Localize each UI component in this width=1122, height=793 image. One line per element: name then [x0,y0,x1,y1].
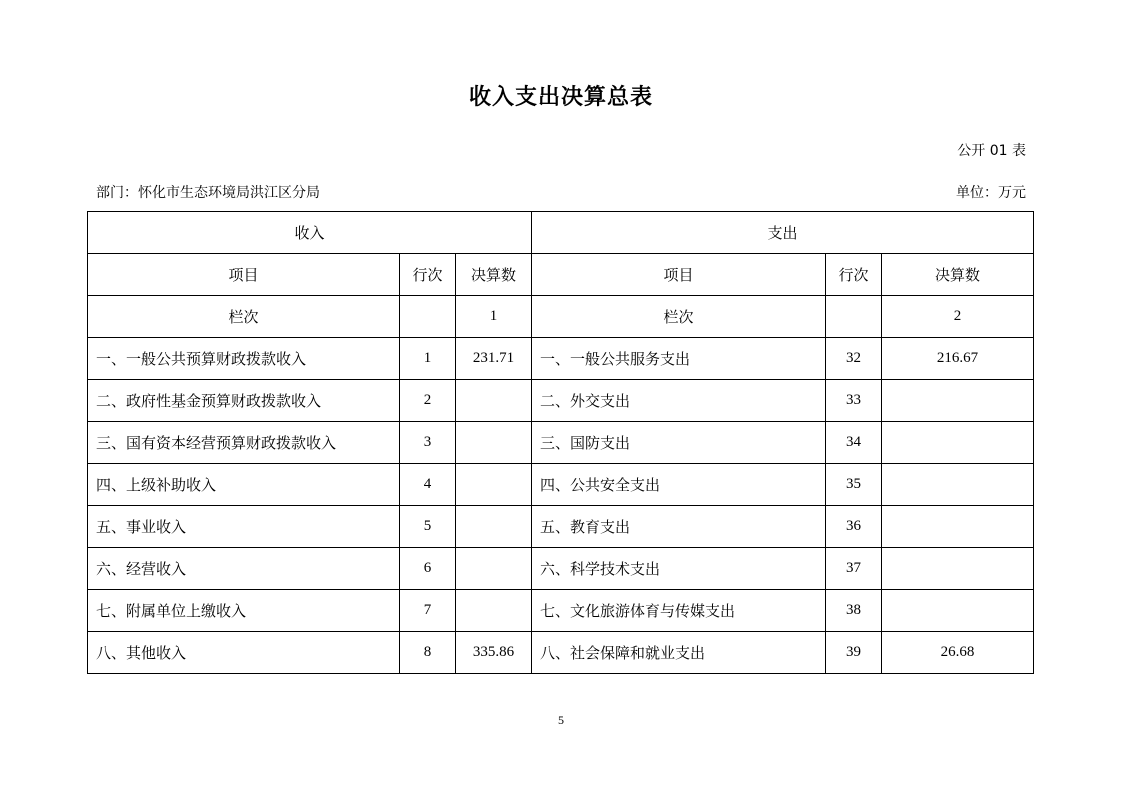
table-row [88,464,1034,506]
income-row-no: 2 [400,380,456,422]
expense-row-no: 36 [826,506,882,548]
expense-amount [882,548,1034,590]
income-row-no: 6 [400,548,456,590]
income-amount [456,590,532,632]
expense-amount [882,380,1034,422]
income-row-no-header: 行次 [400,254,456,296]
expense-item: 六、科学技术支出 [532,548,826,590]
income-row-no-empty [400,296,456,338]
expense-amount: 26.68 [882,632,1034,674]
expense-row-no: 33 [826,380,882,422]
income-column-label: 栏次 [88,296,400,338]
table-row [88,590,1034,632]
income-amount [456,548,532,590]
income-row-no: 8 [400,632,456,674]
expense-item: 三、国防支出 [532,422,826,464]
income-item: 三、国有资本经营预算财政拨款收入 [88,422,400,464]
income-section-header: 收入 [88,212,532,254]
income-item: 六、经营收入 [88,548,400,590]
expense-row-no: 38 [826,590,882,632]
expense-row-no: 37 [826,548,882,590]
income-row-no: 7 [400,590,456,632]
page-title: 收入支出决算总表 [468,85,653,110]
income-amount: 231.71 [456,338,532,380]
expense-row-no: 39 [826,632,882,674]
income-item-header: 项目 [88,254,400,296]
expense-item: 四、公共安全支出 [532,464,826,506]
column-index-row [88,296,1034,338]
expense-column-number: 2 [882,296,1034,338]
income-item: 八、其他收入 [88,632,400,674]
form-number: 公开 01 表 [957,143,1026,159]
income-amount-header: 决算数 [456,254,532,296]
table-row [88,380,1034,422]
expense-amount [882,590,1034,632]
expense-amount [882,506,1034,548]
expense-item: 一、一般公共服务支出 [532,338,826,380]
income-amount [456,464,532,506]
expense-row-no-empty [826,296,882,338]
department-label: 部门：怀化市生态环境局洪江区分局 [96,185,320,201]
table-row [88,506,1034,548]
expense-row-no: 34 [826,422,882,464]
income-item: 七、附属单位上缴收入 [88,590,400,632]
table-row [88,422,1034,464]
income-item: 四、上级补助收入 [88,464,400,506]
table-row [88,632,1034,674]
income-row-no: 5 [400,506,456,548]
table-row [88,338,1034,380]
expense-item: 五、教育支出 [532,506,826,548]
income-item: 五、事业收入 [88,506,400,548]
expense-amount [882,422,1034,464]
expense-amount [882,464,1034,506]
expense-item: 二、外交支出 [532,380,826,422]
income-amount: 335.86 [456,632,532,674]
income-row-no: 1 [400,338,456,380]
income-amount [456,422,532,464]
section-header-row [88,212,1034,254]
table-row [88,548,1034,590]
expense-item: 七、文化旅游体育与传媒支出 [532,590,826,632]
income-column-number: 1 [456,296,532,338]
income-item: 二、政府性基金预算财政拨款收入 [88,380,400,422]
income-expense-table [87,211,1034,674]
income-row-no: 3 [400,422,456,464]
expense-amount: 216.67 [882,338,1034,380]
column-header-row [88,254,1034,296]
expense-row-no: 32 [826,338,882,380]
expense-row-no-header: 行次 [826,254,882,296]
income-amount [456,506,532,548]
expense-column-label: 栏次 [532,296,826,338]
page-number: 5 [558,713,564,727]
expense-row-no: 35 [826,464,882,506]
unit-label: 单位：万元 [956,185,1026,201]
expense-item: 八、社会保障和就业支出 [532,632,826,674]
expense-item-header: 项目 [532,254,826,296]
expense-amount-header: 决算数 [882,254,1034,296]
income-row-no: 4 [400,464,456,506]
income-item: 一、一般公共预算财政拨款收入 [88,338,400,380]
income-amount [456,380,532,422]
expense-section-header: 支出 [532,212,1034,254]
